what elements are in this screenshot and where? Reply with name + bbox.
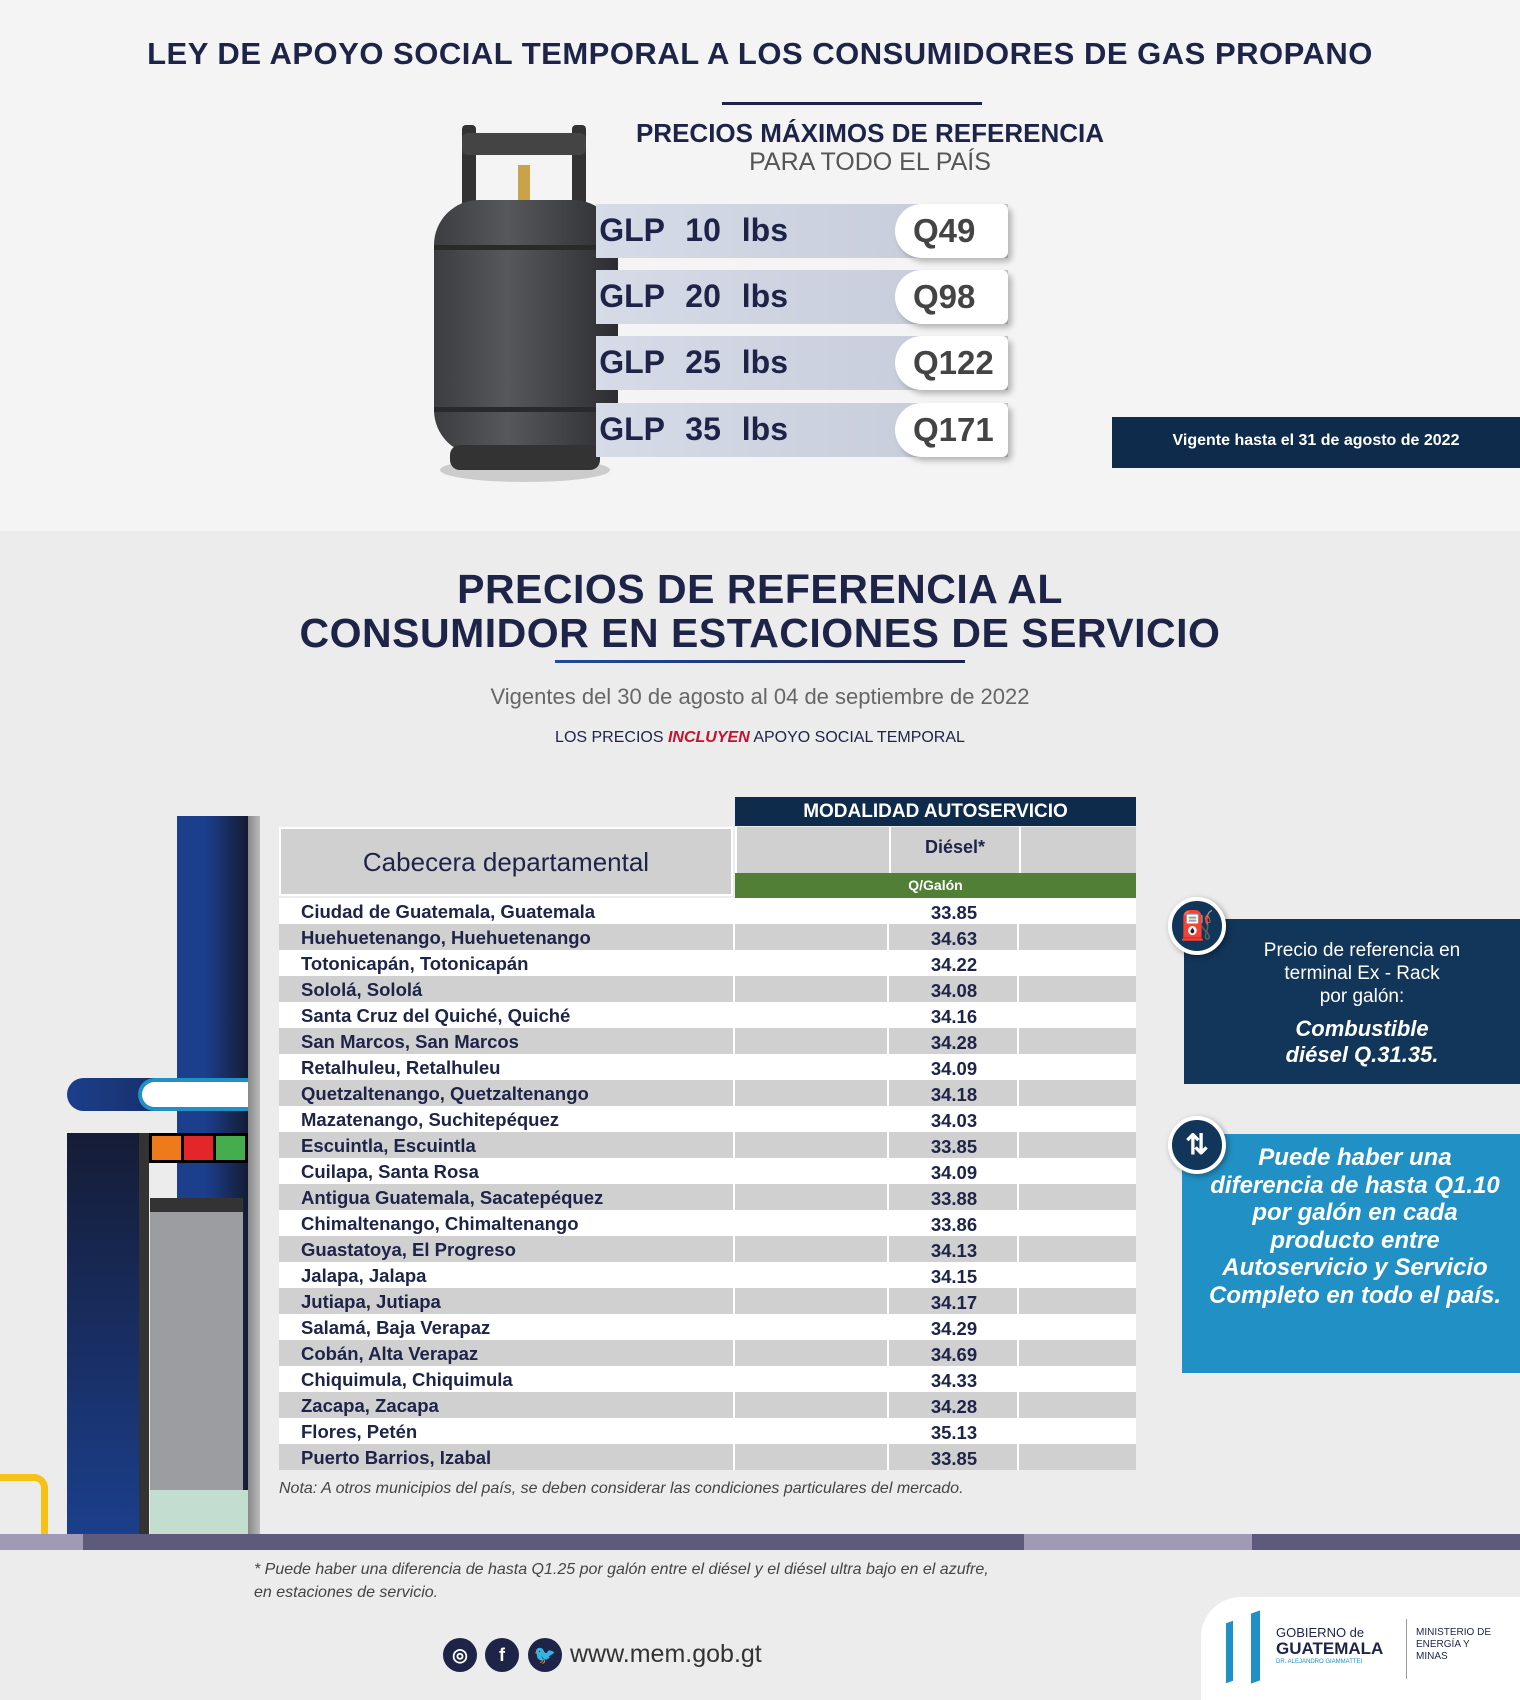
validity-text: Vigentes del 30 de agosto al 04 de septiembre de 2022 — [490, 684, 1030, 709]
exrack-emphasis: Combustible — [1295, 1016, 1429, 1041]
diesel-price-cell: 34.63 — [930, 928, 978, 949]
diesel-price-cell: 34.03 — [930, 1110, 978, 1131]
ex-rack-info-box — [1184, 919, 1520, 1084]
diesel-price-cell: 34.33 — [930, 1370, 978, 1391]
city-cell: Puerto Barrios, Izabal — [301, 1447, 492, 1468]
table-row — [279, 1236, 1136, 1262]
city-cell: Escuintla, Escuintla — [301, 1135, 476, 1156]
glp-label: GLP 25 lbs — [599, 344, 788, 380]
diesel-column-header: Diésel* — [889, 827, 1019, 873]
diesel-price-cell: 34.28 — [930, 1032, 978, 1053]
city-cell: Antigua Guatemala, Sacatepéquez — [301, 1187, 604, 1208]
glp-label: GLP 10 lbs — [599, 212, 788, 248]
pump-base — [150, 1490, 248, 1535]
diesel-price-cell: 34.29 — [930, 1318, 978, 1339]
city-cell: Chiquimula, Chiquimula — [301, 1369, 513, 1390]
table-row — [279, 1418, 1136, 1444]
logo-text: GOBIERNO de — [1276, 1625, 1365, 1640]
diesel-price-cell: 34.09 — [930, 1058, 978, 1079]
website-link[interactable]: www.mem.gob.gt — [570, 1640, 762, 1668]
footnote — [254, 1558, 989, 1604]
city-cell: Huehuetenango, Huehuetenango — [301, 927, 591, 948]
glp-row — [596, 270, 1008, 324]
diesel-price-cell: 34.13 — [930, 1240, 978, 1261]
city-cell: Flores, Petén — [301, 1421, 418, 1442]
city-cell: Mazatenango, Suchitepéquez — [301, 1109, 560, 1130]
stations-title-line1: PRECIOS DE REFERENCIA AL — [457, 566, 1063, 612]
diesel-price-cell: 33.86 — [930, 1214, 978, 1235]
city-cell: Sololá, Sololá — [301, 979, 423, 1000]
glp-row — [596, 403, 1008, 457]
table-row — [279, 1158, 1136, 1184]
logo-mark — [1226, 1621, 1233, 1684]
city-cell: Ciudad de Guatemala, Guatemala — [301, 901, 596, 922]
logo-divider — [1406, 1619, 1407, 1679]
table-row — [279, 1314, 1136, 1340]
glp-subtitle-2: PARA TODO EL PAÍS — [749, 148, 991, 176]
table-row — [279, 1132, 1136, 1158]
footnote-line: en estaciones de servicio. — [254, 1584, 439, 1601]
diesel-price-cell: 34.15 — [930, 1266, 978, 1287]
city-cell: Totonicapán, Totonicapán — [301, 953, 529, 974]
diesel-price-cell: 34.18 — [930, 1084, 978, 1105]
logo-text: MINISTERIO DE ENERGÍA Y MINAS — [1416, 1627, 1492, 1662]
ground-bar-accent — [1024, 1534, 1252, 1550]
diesel-price-cell: 34.16 — [930, 1006, 978, 1027]
diesel-price-cell: 34.22 — [930, 954, 978, 975]
table-note: Nota: A otros municipios del país, se deben considerar las condiciones particulares del mercado. — [279, 1480, 964, 1497]
table-row — [279, 1054, 1136, 1080]
table-row — [279, 1340, 1136, 1366]
station-column-edge — [248, 816, 260, 1535]
facebook-icon[interactable]: f — [485, 1638, 519, 1672]
table-row — [279, 1002, 1136, 1028]
exrack-line: Precio de referencia en — [1263, 940, 1461, 961]
glp-validity-badge: Vigente hasta el 31 de agosto de 2022 — [1112, 417, 1520, 468]
diesel-price-cell: 34.69 — [930, 1344, 978, 1365]
city-cell: Santa Cruz del Quiché, Quiché — [301, 1005, 571, 1026]
table-row — [279, 1184, 1136, 1210]
glp-row — [596, 336, 1008, 390]
city-cell: Salamá, Baja Verapaz — [301, 1317, 491, 1338]
station-pillar — [139, 1133, 149, 1535]
diesel-price-cell: 33.85 — [930, 1448, 978, 1469]
city-cell: Jalapa, Jalapa — [301, 1265, 427, 1286]
table-row — [279, 898, 1136, 924]
diesel-price-cell: 33.85 — [930, 902, 978, 923]
unit-header: Q/Galón — [735, 873, 1136, 898]
station-building — [67, 1133, 139, 1535]
note-pre: LOS PRECIOS — [555, 729, 668, 746]
table-row — [279, 924, 1136, 950]
government-logo — [1201, 1597, 1520, 1700]
city-cell: Chimaltenango, Chimaltenango — [301, 1213, 579, 1234]
glp-label: GLP 20 lbs — [599, 278, 788, 314]
exrack-price: diésel Q.31.35. — [1285, 1042, 1439, 1067]
glp-price: Q171 — [895, 403, 1008, 457]
table-row — [279, 1366, 1136, 1392]
diesel-price-cell: 34.08 — [930, 980, 978, 1001]
table-row — [279, 950, 1136, 976]
note-emphasis: INCLUYEN — [667, 729, 750, 746]
diesel-price-cell: 34.17 — [930, 1292, 978, 1313]
table-row — [279, 976, 1136, 1002]
title-underline — [555, 660, 965, 663]
exrack-line: terminal Ex - Rack — [1284, 963, 1440, 984]
table-row — [279, 1444, 1136, 1470]
city-cell: Guastatoya, El Progreso — [301, 1239, 516, 1260]
table-row — [279, 1106, 1136, 1132]
glp-row — [596, 204, 1008, 258]
footnote-line: * Puede haber una diferencia de hasta Q1.25 por galón entre el diésel y el diésel ultra bajo en el azufre, — [254, 1561, 989, 1578]
city-cell: Zacapa, Zacapa — [301, 1395, 439, 1416]
logo-text: DR. ALEJANDRO GIAMMATTEI — [1276, 1659, 1363, 1665]
city-cell: Cobán, Alta Verapaz — [301, 1343, 479, 1364]
table-row — [279, 1080, 1136, 1106]
table-row — [279, 1210, 1136, 1236]
empty-header-cell — [735, 827, 889, 873]
diesel-price-cell: 33.88 — [930, 1188, 978, 1209]
city-column-header: Cabecera departamental — [279, 827, 733, 896]
fuel-pump-icon: ⛽ — [1168, 897, 1226, 955]
table-row — [279, 1028, 1136, 1054]
city-cell: Cuilapa, Santa Rosa — [301, 1161, 479, 1182]
table-row — [279, 1288, 1136, 1314]
exrack-line: por galón: — [1319, 986, 1405, 1007]
diesel-price-cell: 34.09 — [930, 1162, 978, 1183]
includes-note — [0, 729, 1520, 747]
city-cell: San Marcos, San Marcos — [301, 1031, 519, 1052]
empty-header-cell — [1019, 827, 1136, 873]
glp-price: Q98 — [895, 270, 1008, 324]
divider — [722, 102, 982, 105]
diesel-price-cell: 34.28 — [930, 1396, 978, 1417]
glp-price: Q122 — [895, 336, 1008, 390]
fuel-color-strip — [149, 1133, 248, 1163]
difference-info-box: Puede haber una diferencia de hasta Q1.10 por galón en cada producto entre Autoservicio y Servicio Completo en todo el país. — [1182, 1134, 1520, 1373]
city-cell: Quetzaltenango, Quetzaltenango — [301, 1083, 589, 1104]
ground-bar — [0, 1534, 1520, 1550]
glp-price: Q49 — [895, 204, 1008, 258]
diesel-price-cell: 33.85 — [930, 1136, 978, 1157]
table-row — [279, 1262, 1136, 1288]
stations-title — [0, 567, 1520, 655]
price-table — [279, 898, 1136, 1470]
glp-label: GLP 35 lbs — [599, 411, 788, 447]
note-post: APOYO SOCIAL TEMPORAL — [749, 729, 965, 746]
table-row — [279, 1392, 1136, 1418]
up-down-arrows-icon: ⇅ — [1168, 1116, 1226, 1174]
twitter-icon[interactable]: 🐦 — [528, 1638, 562, 1672]
fuel-pump-icon — [150, 1198, 243, 1490]
stations-title-line2: CONSUMIDOR EN ESTACIONES DE SERVICIO — [299, 610, 1221, 656]
modality-header: MODALIDAD AUTOSERVICIO — [735, 797, 1136, 826]
ground-bar-accent — [0, 1534, 83, 1550]
city-cell: Jutiapa, Jutiapa — [301, 1291, 441, 1312]
station-canopy-light — [138, 1078, 248, 1111]
glp-subtitle: PRECIOS MÁXIMOS DE REFERENCIA — [635, 118, 1105, 148]
logo-text: GUATEMALA — [1276, 1639, 1384, 1658]
city-cell: Retalhuleu, Retalhuleu — [301, 1057, 501, 1078]
main-title: LEY DE APOYO SOCIAL TEMPORAL A LOS CONSUMIDORES DE GAS PROPANO — [147, 36, 1373, 71]
safety-barrier — [0, 1474, 48, 1534]
logo-mark — [1251, 1610, 1260, 1683]
instagram-icon[interactable]: ◎ — [443, 1638, 477, 1672]
diesel-price-cell: 35.13 — [930, 1422, 978, 1443]
